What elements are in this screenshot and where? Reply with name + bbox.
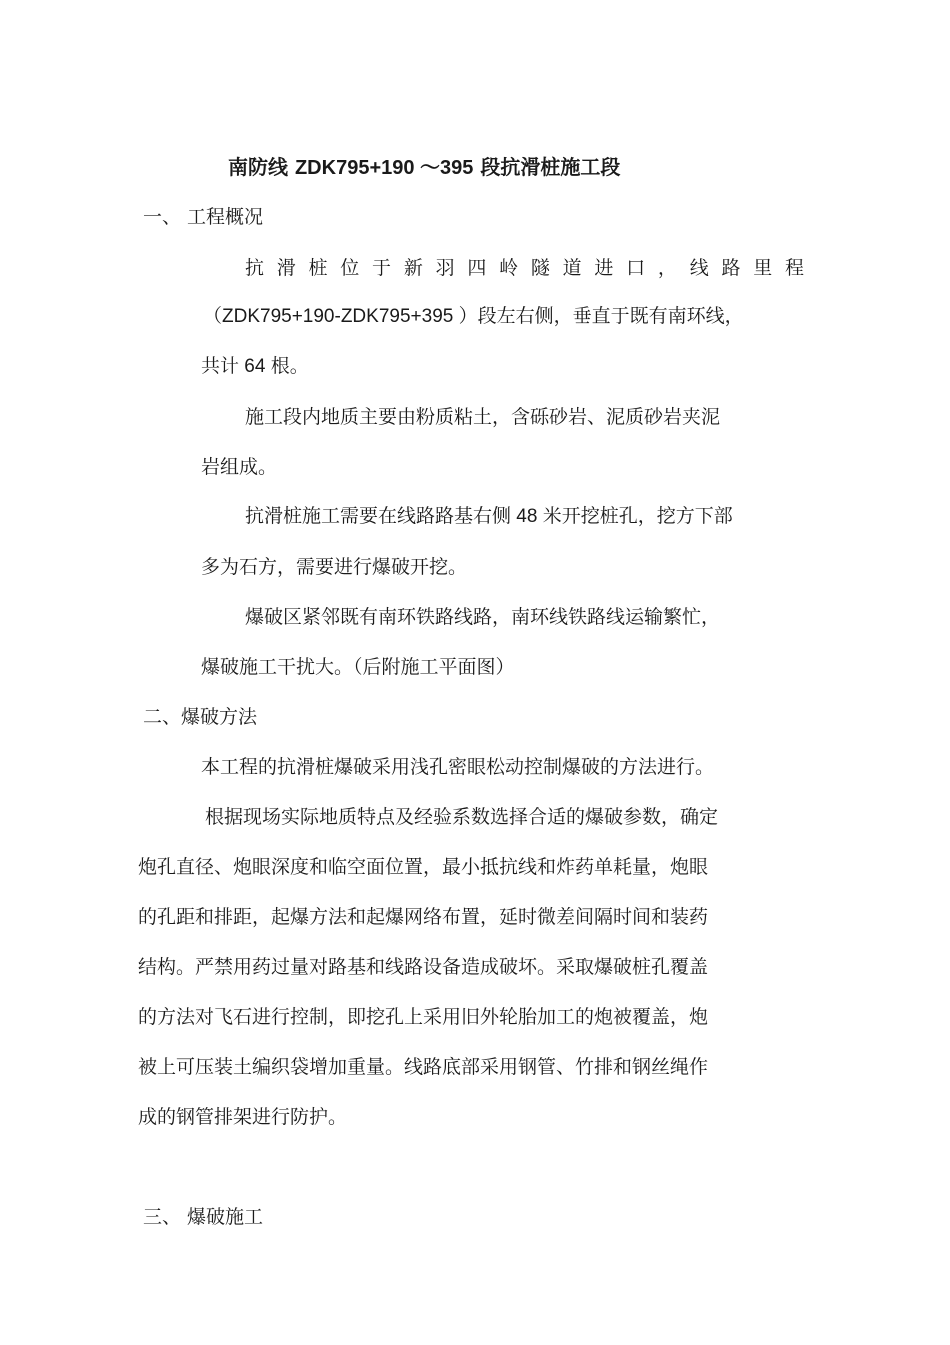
paragraph-line: 多为石方，需要进行爆破开挖。 (201, 556, 468, 578)
paragraph-line: 的孔距和排距，起爆方法和起爆网络布置，延时微差间隔时间和装药 (138, 906, 709, 928)
paragraph-line: 成的钢管排架进行防护。 (138, 1106, 348, 1128)
paragraph-line: 根据现场实际地质特点及经验系数选择合适的爆破参数，确定 (205, 806, 719, 828)
paragraph-line: 结构。严禁用药过量对路基和线路设备造成破坏。采取爆破桩孔覆盖 (138, 956, 709, 978)
paragraph-line: 抗滑桩施工需要在线路路基右侧 48 米开挖桩孔，挖方下部 (245, 506, 733, 527)
section-heading: 一、 工程概况 (143, 206, 264, 228)
paragraph-line: 被上可压装土编织袋增加重量。线路底部采用钢管、竹排和钢丝绳作 (138, 1056, 709, 1078)
section-heading: 二、爆破方法 (143, 706, 258, 728)
paragraph-line: （ZDK795+190-ZDK795+395 ）段左右侧，垂直于既有南环线， (203, 306, 744, 327)
title-code: ZDK795+190 ～395 (294, 157, 474, 179)
paragraph-line: 爆破区紧邻既有南环铁路线路，南环线铁路线运输繁忙， (245, 606, 721, 628)
paragraph-line: 施工段内地质主要由粉质粘土，含砾砂岩、泥质砂岩夹泥 (245, 406, 721, 428)
title-suffix: 段抗滑桩施工段 (480, 155, 621, 179)
title-prefix: 南防线 (228, 155, 288, 179)
paragraph-line: 岩组成。 (201, 456, 278, 478)
paragraph-line: 抗 滑 桩 位 于 新 羽 四 岭 隧 道 进 口 ， 线 路 里 程 (245, 257, 806, 279)
paragraph-line: 爆破施工干扰大。（后附施工平面图） (201, 656, 515, 678)
paragraph-line: 的方法对飞石进行控制，即挖孔上采用旧外轮胎加工的炮被覆盖，炮 (138, 1006, 709, 1028)
paragraph-line: 本工程的抗滑桩爆破采用浅孔密眼松动控制爆破的方法进行。 (201, 756, 715, 778)
paragraph-line: 共计 64 根。 (201, 356, 309, 377)
paragraph-line: 炮孔直径、炮眼深度和临空面位置，最小抵抗线和炸药单耗量，炮眼 (138, 856, 709, 878)
section-heading: 三、 爆破施工 (143, 1206, 264, 1228)
document-title (228, 153, 620, 182)
